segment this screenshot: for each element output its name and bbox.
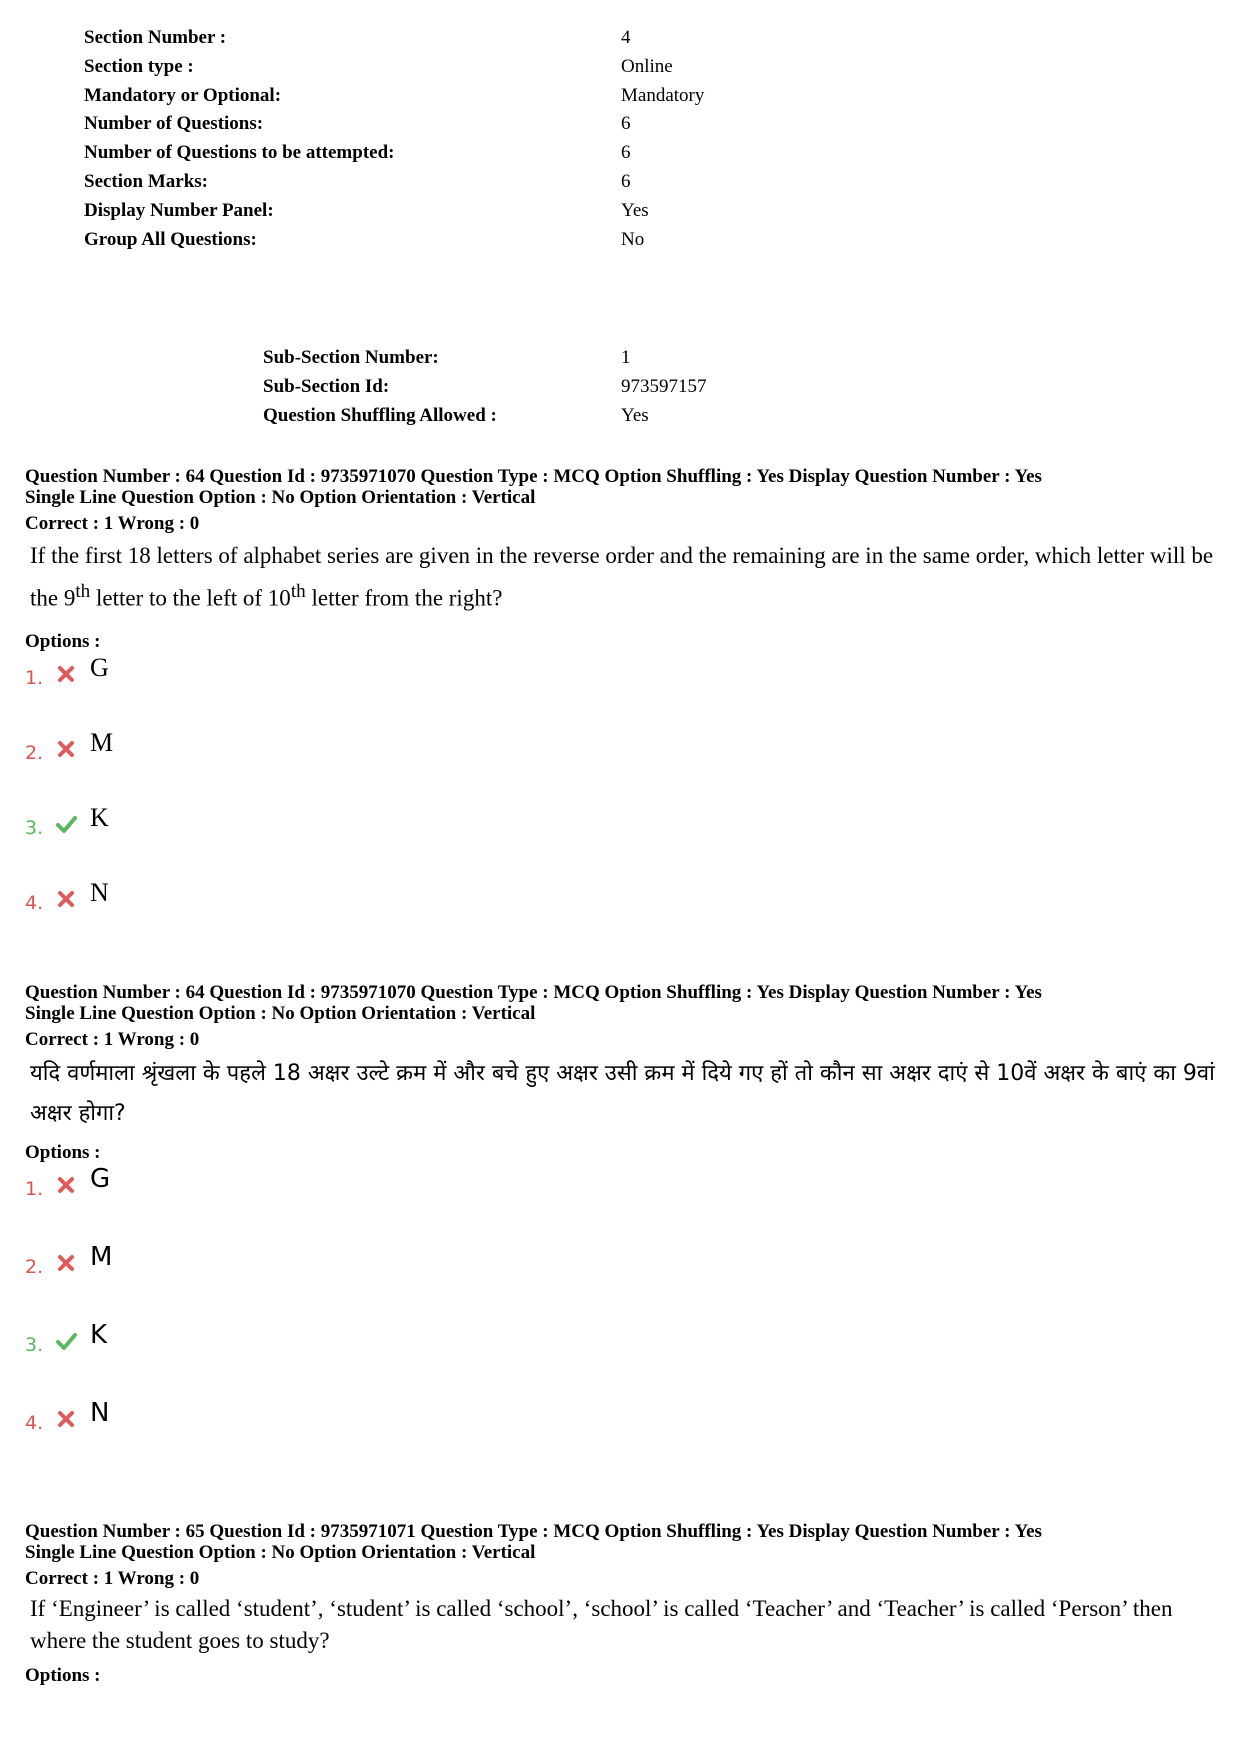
num-questions-label: Number of Questions: — [84, 113, 264, 134]
option-answer: K — [90, 1320, 108, 1350]
options-label: Options : — [25, 1665, 101, 1686]
check-mark-icon — [55, 813, 77, 835]
wrong-mark-icon — [55, 888, 77, 910]
subsection-info — [0, 343, 1240, 433]
subsection-id-label: Sub-Section Id: — [263, 376, 390, 397]
option-answer: G — [90, 1164, 111, 1194]
question-meta-2: Single Line Question Option : No Option Orientation : Vertical — [25, 1003, 536, 1024]
mandatory-label: Mandatory or Optional: — [84, 85, 282, 106]
section-marks-value: 6 — [621, 171, 631, 192]
option-answer: N — [90, 877, 109, 907]
display-panel-value: Yes — [621, 200, 649, 221]
section-number-value: 4 — [621, 27, 631, 48]
wrong-mark-icon — [55, 663, 77, 685]
subsection-id-value: 973597157 — [621, 376, 707, 397]
wrong-mark-icon — [55, 1252, 77, 1274]
option-number: 4. — [25, 891, 44, 914]
section-type-value: Online — [621, 56, 673, 77]
option-answer: G — [90, 652, 109, 682]
mandatory-value: Mandatory — [621, 85, 705, 106]
question-marks: Correct : 1 Wrong : 0 — [25, 1568, 200, 1589]
group-questions-value: No — [621, 229, 645, 250]
num-attempt-value: 6 — [621, 142, 631, 163]
question-meta-2: Single Line Question Option : No Option Orientation : Vertical — [25, 1542, 536, 1563]
option-answer: N — [90, 1398, 110, 1428]
question-marks: Correct : 1 Wrong : 0 — [25, 513, 200, 534]
option-number: 1. — [25, 1178, 44, 1200]
option-number: 2. — [25, 1256, 44, 1278]
question-meta-2: Single Line Question Option : No Option Orientation : Vertical — [25, 487, 536, 508]
option-item[interactable] — [25, 1398, 1215, 1476]
wrong-mark-icon — [55, 1174, 77, 1196]
options-label: Options : — [25, 630, 101, 652]
wrong-mark-icon — [55, 1408, 77, 1430]
question-meta: Question Number : 64 Question Id : 9735971070 Question Type : MCQ Option Shuffling : Yes Display Question Number : Yes — [25, 982, 1042, 1003]
question-block — [25, 466, 1215, 953]
option-number: 3. — [25, 1334, 44, 1356]
question-block — [25, 982, 1215, 1476]
question-text: If the first 18 letters of alphabet series are given in the reverse order and the remaining are in the same order, which letter will be the 9th letter to the left of 10th letter from the right? — [30, 543, 1214, 611]
option-number: 2. — [25, 741, 44, 764]
section-info — [0, 23, 1240, 263]
option-answer: M — [90, 727, 114, 757]
display-panel-label: Display Number Panel: — [84, 200, 274, 221]
section-marks-label: Section Marks: — [84, 171, 209, 192]
option-item[interactable] — [25, 1242, 1215, 1320]
subsection-number-value: 1 — [621, 347, 631, 368]
option-item[interactable] — [25, 1164, 1215, 1242]
question-marks: Correct : 1 Wrong : 0 — [25, 1029, 200, 1050]
subsection-number-label: Sub-Section Number: — [263, 347, 439, 368]
section-number-label: Section Number : — [84, 27, 227, 48]
shuffling-label: Question Shuffling Allowed : — [263, 405, 497, 426]
option-number: 3. — [25, 816, 44, 839]
group-questions-label: Group All Questions: — [84, 229, 257, 250]
question-text: If ‘Engineer’ is called ‘student’, ‘student’ is called ‘school’, ‘school’ is called ‘Teacher’ and ‘Teacher’ is called ‘Person’ then where the student goes to study? — [30, 1596, 1173, 1653]
question-block — [25, 1521, 1215, 1687]
wrong-mark-icon — [55, 738, 77, 760]
option-item[interactable] — [25, 653, 1215, 728]
section-type-label: Section type : — [84, 56, 194, 77]
option-number: 4. — [25, 1412, 44, 1434]
option-item[interactable] — [25, 728, 1215, 803]
question-meta: Question Number : 64 Question Id : 9735971070 Question Type : MCQ Option Shuffling : Yes Display Question Number : Yes — [25, 466, 1042, 487]
check-mark-icon — [55, 1330, 77, 1352]
option-number: 1. — [25, 666, 44, 689]
option-item[interactable] — [25, 803, 1215, 878]
num-attempt-label: Number of Questions to be attempted: — [84, 142, 395, 163]
num-questions-value: 6 — [621, 113, 631, 134]
question-text: यदि वर्णमाला श्रृंखला के पहले 18 अक्षर उल्टे क्रम में और बचे हुए अक्षर उसी क्रम में दिये गए हों तो कौन सा अक्षर दाएं से 10वें अक्षर के बाएं का 9वां अक्षर होगा? — [30, 1061, 1215, 1126]
question-meta: Question Number : 65 Question Id : 9735971071 Question Type : MCQ Option Shuffling : Yes Display Question Number : Yes — [25, 1521, 1042, 1542]
option-answer: M — [90, 1242, 113, 1272]
options-label: Options : — [25, 1142, 101, 1163]
shuffling-value: Yes — [621, 405, 649, 426]
option-item[interactable] — [25, 878, 1215, 953]
option-answer: K — [90, 802, 109, 832]
option-item[interactable] — [25, 1320, 1215, 1398]
